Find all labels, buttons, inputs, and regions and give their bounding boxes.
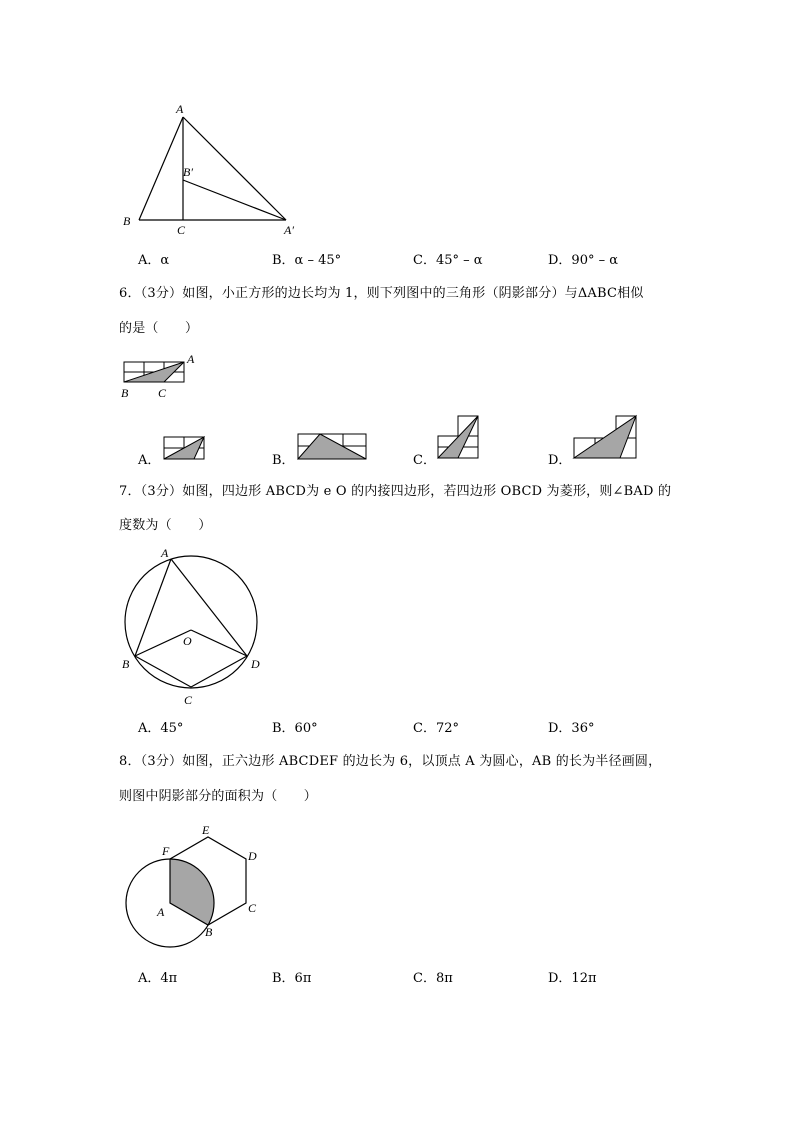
q7-label-o: O [183, 634, 192, 648]
q5-option-c: C．45° – α [413, 253, 483, 268]
q6-option-a-letter: A． [138, 453, 161, 468]
q8-stem-line1: 8．（3分）如图，正六边形 ABCDEF 的边长为 6，以顶点 A 为圆心，AB 的长为半径画圆， [119, 754, 662, 769]
q8-option-b: B．6π [272, 971, 312, 986]
q7-label-c: C [184, 693, 193, 707]
q6-option-c-figure [434, 412, 484, 462]
q6-option-d-figure [570, 410, 640, 462]
q7-inscribed-quadrilateral-figure [115, 545, 275, 710]
q5-option-b: B．α – 45° [272, 253, 342, 268]
q6-reference-figure [118, 352, 208, 402]
q7-label-a: A [161, 546, 169, 560]
q5-option-d: D．90° – α [548, 253, 619, 268]
q8-stem-line2: 则图中阴影部分的面积为（ ） [119, 789, 318, 804]
q8-option-c: C．8π [413, 971, 453, 986]
q8-label-a: A [157, 905, 165, 919]
q6-option-a-figure [160, 433, 210, 463]
q8-label-f: F [162, 844, 170, 858]
q7-stem-line1: 7．（3分）如图，四边形 ABCD为 e O 的内接四边形，若四边形 OBCD 为菱形，则∠BAD 的 [119, 484, 672, 499]
q8-label-b: B [205, 925, 213, 939]
q6-stem-line1: 6．（3分）如图，小正方形的边长均为 1，则下列图中的三角形（阴影部分）与ΔABC相似 [119, 286, 644, 301]
q5-label-bprime: B′ [183, 165, 193, 179]
q6-label-c: C [158, 386, 167, 400]
q6-label-a: A [187, 352, 195, 366]
q8-option-d: D．12π [548, 971, 597, 986]
q7-label-d: D [251, 657, 260, 671]
q8-label-d: D [248, 849, 257, 863]
q7-stem-line2: 度数为（ ） [119, 518, 212, 533]
q6-option-b-letter: B． [272, 453, 295, 468]
q6-option-b-figure [294, 430, 374, 462]
q5-label-a: A [176, 102, 184, 116]
q8-label-c: C [248, 901, 257, 915]
q7-label-b: B [122, 657, 130, 671]
q5-label-c: C [177, 223, 186, 237]
q8-hexagon-circle-figure [115, 818, 275, 953]
q6-stem-line2: 的是（ ） [119, 321, 199, 336]
q7-option-a: A．45° [138, 721, 184, 736]
q6-label-b: B [121, 386, 129, 400]
q7-option-d: D．36° [548, 721, 595, 736]
q8-option-a: A．4π [138, 971, 178, 986]
q7-option-c: C．72° [413, 721, 459, 736]
q5-triangle-figure [110, 95, 310, 240]
q8-label-e: E [202, 823, 210, 837]
q7-option-b: B．60° [272, 721, 318, 736]
q5-option-a: A．α [138, 253, 170, 268]
q6-option-c-letter: C． [413, 453, 436, 468]
q5-label-aprime: A′ [284, 223, 294, 237]
q6-option-d-letter: D． [548, 453, 572, 468]
q5-label-b: B [123, 214, 131, 228]
